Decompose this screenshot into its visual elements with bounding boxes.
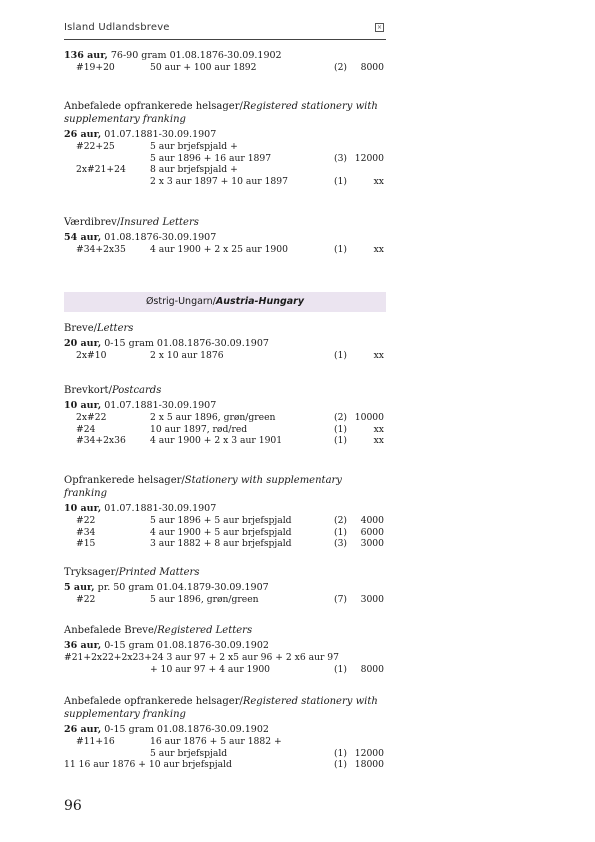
heading-da: Opfrankerede helsager/ <box>64 475 185 486</box>
rate-line <box>64 503 386 515</box>
row-number: #22+25 <box>76 141 115 152</box>
rate-section <box>64 216 386 256</box>
row-value: xx <box>373 350 384 361</box>
row-number: #22 <box>76 594 96 605</box>
row-value: xx <box>373 175 384 187</box>
rate-value: 26 aur, <box>64 129 102 140</box>
table-row <box>64 594 386 606</box>
row-count: (1) <box>334 526 348 538</box>
rate-value: 26 aur, <box>64 724 102 735</box>
rate-details: 01.07.1881-30.09.1907 <box>104 400 217 411</box>
row-number: #22 <box>76 515 96 526</box>
row-description: 5 aur 1896 + 5 aur brjefspjald <box>150 515 292 526</box>
row-description: 5 aur 1896 + 16 aur 1897 <box>150 152 272 164</box>
row-description: 4 aur 1900 + 5 aur brjefspjald <box>150 526 292 538</box>
section-heading <box>64 100 386 126</box>
row-value: 10000 <box>354 412 384 423</box>
row-number: #34+2x36 <box>76 435 126 446</box>
table-row <box>64 664 386 676</box>
row-count: (2) <box>334 412 348 423</box>
table-row <box>64 62 386 74</box>
table-row <box>64 424 386 436</box>
row-number: 2x#10 <box>76 350 107 361</box>
row-value: xx <box>373 435 384 446</box>
table-row <box>64 412 386 424</box>
row-value: xx <box>373 244 384 255</box>
row-count: (3) <box>334 152 348 164</box>
table-row <box>64 350 386 362</box>
rate-details: 0-15 gram 01.08.1876-30.09.1902 <box>104 640 269 651</box>
row-description: 5 aur brjefspjald + <box>150 141 238 152</box>
rate-section <box>64 50 386 74</box>
row-count: (1) <box>334 435 348 446</box>
section-heading <box>64 384 386 397</box>
heading-da: Anbefalede opfrankerede helsager/ <box>64 696 243 707</box>
heading-en: Insured Letters <box>120 217 199 228</box>
rate-details: 01.07.1881-30.09.1907 <box>104 129 217 140</box>
country-name-da: Østrig-Ungarn/ <box>145 296 216 307</box>
page-body <box>64 0 386 842</box>
running-header-title: Island Udlandsbreve <box>64 22 170 33</box>
heading-da: Værdibrev/ <box>64 217 121 228</box>
row-value: 6000 <box>360 526 384 538</box>
table-row <box>64 736 386 748</box>
heading-da: Anbefalede opfrankerede helsager/ <box>64 101 243 112</box>
row-value: 4000 <box>360 515 384 526</box>
section-heading <box>64 566 386 579</box>
section-heading <box>64 474 386 500</box>
row-number: #34+2x35 <box>76 244 126 255</box>
heading-en: Letters <box>96 323 134 334</box>
row-value: 8000 <box>360 663 384 675</box>
rate-details: 0-15 gram 01.08.1876-30.09.1902 <box>104 724 269 735</box>
rate-section <box>64 624 386 675</box>
row-description: 5 aur 1896, grøn/green <box>150 594 259 605</box>
table-row <box>64 164 386 176</box>
row-number: #15 <box>76 538 96 549</box>
row-value: 3000 <box>360 538 384 549</box>
heading-da: Tryksager/ <box>64 567 119 578</box>
table-row <box>64 527 386 539</box>
table-row <box>64 652 386 664</box>
header-box-icon: × <box>376 24 383 31</box>
row-description: 2 x 10 aur 1876 <box>150 350 224 361</box>
country-name-en: Austria-Hungary <box>215 296 305 307</box>
row-count: (1) <box>334 175 348 187</box>
row-text: #21+2x22+2x23+24 3 aur 97 + 2 x5 aur 96 + 2 x6 aur 97 <box>64 652 339 663</box>
rate-value: 36 aur, <box>64 640 102 651</box>
row-description: 4 aur 1900 + 2 x 3 aur 1901 <box>150 435 283 446</box>
row-number: #24 <box>76 423 96 435</box>
rate-value: 10 aur, <box>64 400 102 411</box>
rate-value: 10 aur, <box>64 503 102 514</box>
heading-da: Anbefalede Breve/ <box>64 625 158 636</box>
row-number: 2x#21+24 <box>76 164 126 175</box>
rate-line <box>64 582 386 594</box>
row-description: 2 x 3 aur 1897 + 10 aur 1897 <box>150 175 288 187</box>
heading-en: Postcards <box>111 385 162 396</box>
table-row <box>64 244 386 256</box>
country-title <box>64 292 386 312</box>
row-number: #34 <box>76 526 96 538</box>
rate-section <box>64 566 386 606</box>
rate-line <box>64 129 386 141</box>
heading-en: Registered stationery with supplementary franking <box>64 101 378 125</box>
row-value: xx <box>373 423 384 435</box>
row-description: 50 aur + 100 aur 1892 <box>150 62 257 73</box>
row-description: 8 aur brjefspjald + <box>150 164 238 175</box>
table-row <box>64 538 386 550</box>
row-count: (1) <box>334 747 348 759</box>
section-heading <box>64 695 386 721</box>
row-count: (2) <box>334 515 348 526</box>
rate-details: 0-15 gram 01.08.1876-30.09.1907 <box>104 338 269 349</box>
table-row <box>64 176 386 188</box>
section-heading <box>64 624 386 637</box>
row-description: 2 x 5 aur 1896, grøn/green <box>150 412 276 423</box>
rate-section <box>64 100 386 187</box>
rate-section <box>64 474 386 550</box>
table-row <box>64 435 386 447</box>
row-count: (2) <box>334 62 348 73</box>
row-count: (1) <box>334 350 348 361</box>
row-description: 10 aur 1897, rød/red <box>150 423 248 435</box>
rate-line <box>64 50 386 62</box>
rate-details: 01.08.1876-30.09.1907 <box>104 232 217 243</box>
row-value: 12000 <box>354 152 384 164</box>
section-heading <box>64 322 386 335</box>
section-heading <box>64 216 386 229</box>
heading-en: Registered Letters <box>157 625 253 636</box>
heading-en: Stationery with supplementary franking <box>64 475 342 499</box>
row-value: 3000 <box>360 594 384 605</box>
rate-value: 136 aur, <box>64 50 108 61</box>
rate-line <box>64 232 386 244</box>
country-band <box>64 292 386 312</box>
row-description: 3 aur 1882 + 8 aur brjefspjald <box>150 538 292 549</box>
row-count: (1) <box>334 663 348 675</box>
rate-details: 01.07.1881-30.09.1907 <box>104 503 217 514</box>
rate-value: 20 aur, <box>64 338 102 349</box>
rate-details: pr. 50 gram 01.04.1879-30.09.1907 <box>97 582 269 593</box>
row-description: 5 aur brjefspjald <box>150 747 228 759</box>
row-count: (1) <box>334 759 348 770</box>
heading-en: Printed Matters <box>118 567 200 578</box>
row-value: 12000 <box>354 747 384 759</box>
row-description: + 10 aur 97 + 4 aur 1900 <box>150 663 271 675</box>
rate-section <box>64 322 386 362</box>
table-row <box>64 759 386 771</box>
row-number: #11+16 <box>76 736 115 747</box>
row-description: 4 aur 1900 + 2 x 25 aur 1900 <box>150 244 288 255</box>
rate-section <box>64 384 386 447</box>
row-number: #19+20 <box>76 62 115 73</box>
table-row <box>64 153 386 165</box>
heading-da: Breve/ <box>64 323 97 334</box>
rate-line <box>64 400 386 412</box>
row-description: 16 aur 1876 + 5 aur 1882 + <box>150 736 282 747</box>
rate-value: 54 aur, <box>64 232 102 243</box>
row-count: (1) <box>334 244 348 255</box>
heading-da: Brevkort/ <box>64 385 112 396</box>
row-value: 18000 <box>354 759 384 770</box>
row-number: 2x#22 <box>76 412 107 423</box>
row-count: (3) <box>334 538 348 549</box>
rate-line <box>64 640 386 652</box>
row-count: (7) <box>334 594 348 605</box>
rate-details: 76-90 gram 01.08.1876-30.09.1902 <box>110 50 282 61</box>
row-count: (1) <box>334 423 348 435</box>
rate-section <box>64 695 386 771</box>
row-text: 11 16 aur 1876 + 10 aur brjefspjald <box>64 759 232 770</box>
table-row <box>64 748 386 760</box>
heading-en: Registered stationery with supplementary franking <box>64 696 378 720</box>
table-row <box>64 515 386 527</box>
row-value: 8000 <box>360 62 384 73</box>
rate-line <box>64 338 386 350</box>
rate-line <box>64 724 386 736</box>
table-row <box>64 141 386 153</box>
rate-value: 5 aur, <box>64 582 95 593</box>
page-number: 96 <box>64 798 82 814</box>
